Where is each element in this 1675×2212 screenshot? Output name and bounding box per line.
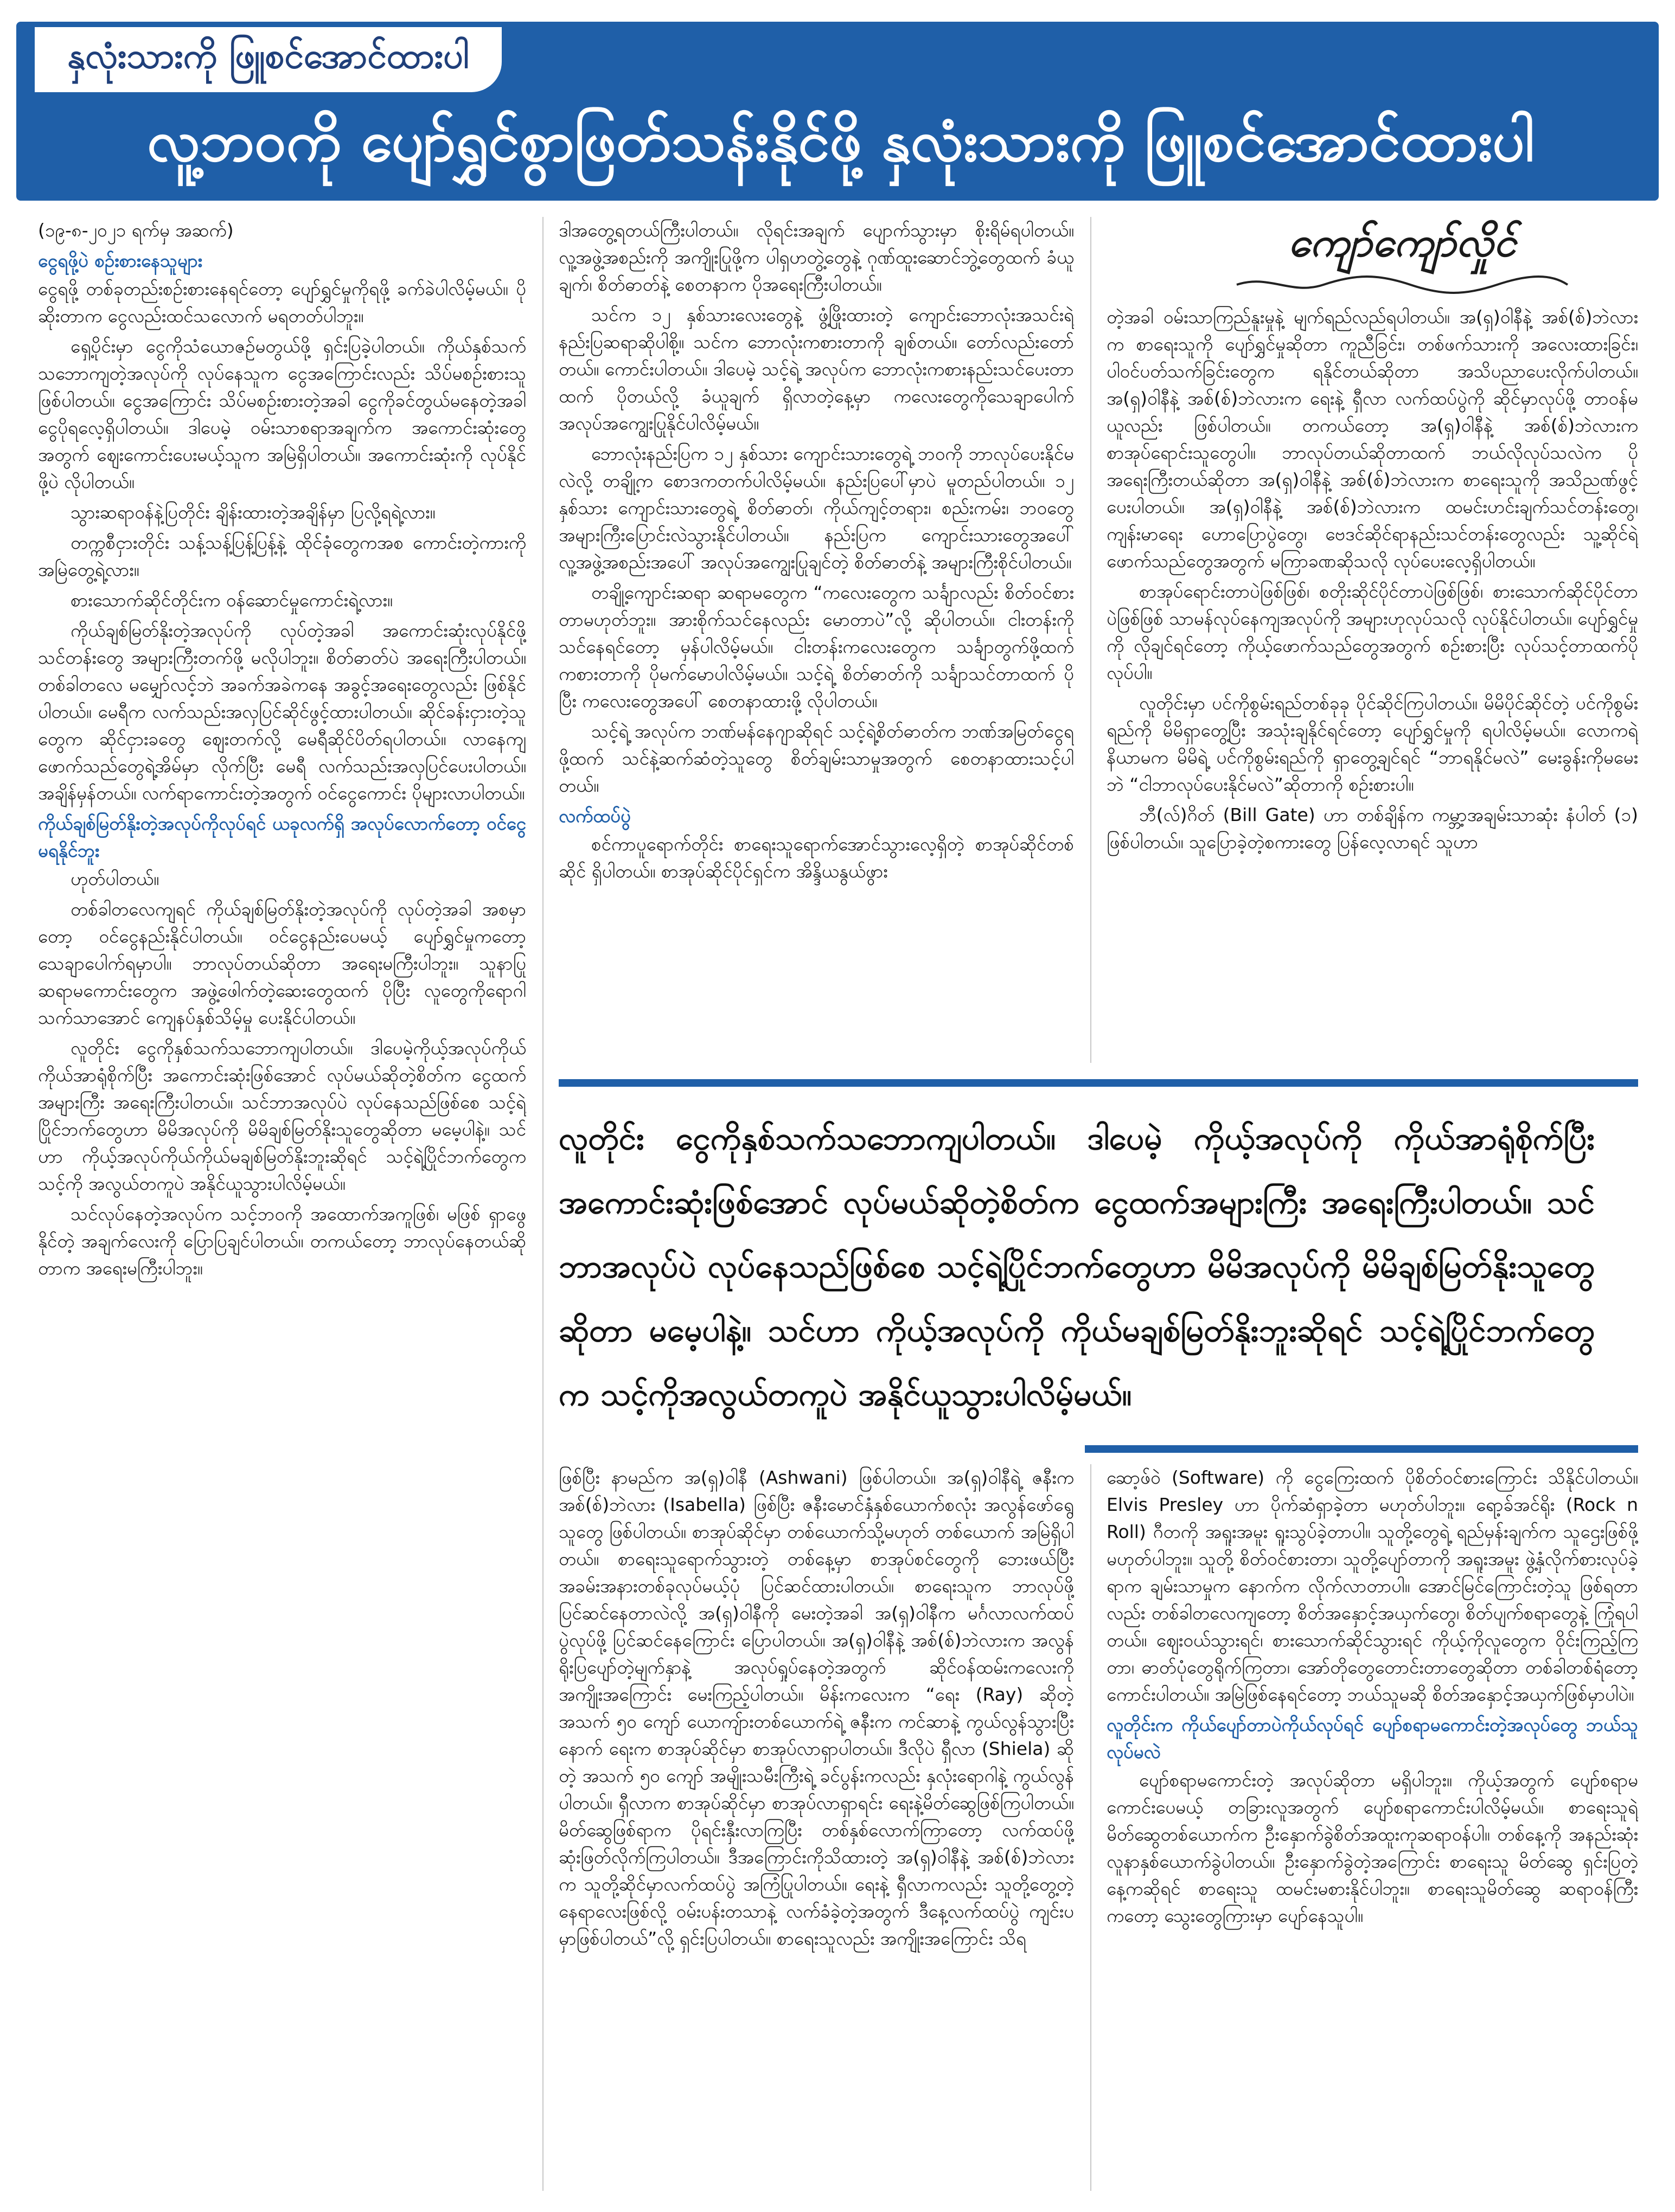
subheading: ကိုယ်ချစ်မြတ်နိုးတဲ့အလုပ်ကိုလုပ်ရင် ယခုလက်ရှိ အလုပ်လောက်တော့ ဝင်ငွေမရနိုင်ဘူး xyxy=(38,813,526,861)
subheading: လက်ထပ်ပွဲ xyxy=(559,805,631,826)
column-divider xyxy=(1090,217,1091,1063)
column-divider xyxy=(542,217,544,2191)
paragraph: ဖြစ်ပြီး နာမည်က အ(ရှ)ဝါနီ (Ashwani) ဖြစ်ပါတယ်။ အ(ရှ)ဝါနီရဲ့ ဇနီးက အစ်(စ်)ဘဲလား (Isabella) ဖြစ်ပြီး ဇနီးမောင်နှံနှစ်ယောက်စလုံး အလွန်ဖော်ရွေသူတွေ ဖြစ်ပါတယ်။ စာအုပ်ဆိုင်မှာ တစ်ယောက်သို့မဟုတ် တစ်ယောက် အမြဲရှိပါတယ်။ စာရေးသူရောက်သွားတဲ့ တစ်နေ့မှာ စာအုပ်စင်တွေကို ဘေးဖယ်ပြီး အခမ်းအနားတစ်ခုလုပ်မယ့်ပုံ ပြင်ဆင်ထားပါတယ်။ စာရေးသူက ဘာလုပ်ဖို့ ပြင်ဆင်နေတာလဲလို့ အ(ရှ)ဝါနီကို မေးတဲ့အခါ အ(ရှ)ဝါနီက မင်္ဂလာလက်ထပ်ပွဲလုပ်ဖို့ ပြင်ဆင်နေကြောင်း ပြောပါတယ်။ အ(ရှ)ဝါနီနဲ့ အစ်(စ်)ဘဲလားက အလွန်ရိုးပြပျော်တဲ့မျက်နှာနဲ့ အလုပ်ရှုပ်နေတဲ့အတွက် ဆိုင်ဝန်ထမ်းကလေးကို အကျိုးအကြောင်း မေးကြည့်ပါတယ်။ မိန်းကလေးက “ရေး (Ray) ဆိုတဲ့ အသက် ၅၀ ကျော် ယောကျ်ားတစ်ယောက်ရဲ့ ဇနီးက ကင်ဆာနဲ့ ကွယ်လွန်သွားပြီးနောက် ရေးက စာအုပ်ဆိုင်မှာ စာအုပ်လာရှာပါတယ်။ ဒီလိုပဲ ရှီလာ (Shiela) ဆိုတဲ့ အသက် ၅၀ ကျော် အမျိုးသမီးကြီးရဲ့ ခင်ပွန်းကလည်း နှလုံးရောဂါနဲ့ ကွယ်လွန်ပါတယ်။ ရှီလာက စာအုပ်ဆိုင်မှာ စာအုပ်လာရှာရင်း ရေးနဲ့မိတ်ဆွေဖြစ်ကြပါတယ်။ မိတ်ဆွေဖြစ်ရာက ပိုရင်းနှီးလာကြပြီး တစ်နှစ်လောက်ကြာတော့ လက်ထပ်ဖို့ ဆုံးဖြတ်လိုက်ကြပါတယ်။ ဒီအကြောင်းကိုသိထားတဲ့ အ(ရှ)ဝါနီနဲ့ အစ်(စ်)ဘဲလားက သူတို့ဆိုင်မှာလက်ထပ်ပွဲ အကြံပြုပါတယ်။ ရေးနဲ့ ရှီလာကလည်း သူတို့တွေ့တဲ့နေရာလေးဖြစ်လို့ ဝမ်းပန်းတသာနဲ့ လက်ခံခဲ့တဲ့အတွက် ဒီနေ့လက်ထပ်ပွဲ ကျင်းပမှာဖြစ်ပါတယ်”လို့ ရှင်းပြပါတယ်။ စာရေးသူလည်း အကျိုးအကြောင်း သိရ xyxy=(559,1467,1074,1949)
paragraph: တဲ့အခါ ဝမ်းသာကြည်နူးမှုနဲ့ မျက်ရည်လည်ရပါတယ်။ အ(ရှ)ဝါနီနဲ့ အစ်(စ်)ဘဲလားက စာရေးသူကို ပျော်ရွှင်မှုဆိုတာ ကူညီခြင်း၊ တစ်ဖက်သားကို အလေးထားခြင်း၊ ပါဝင်ပတ်သက်ခြင်းတွေက ရနိုင်တယ်ဆိုတာ အသိပညာပေးလိုက်ပါတယ်။ အ(ရှ)ဝါနီနဲ့ အစ်(စ်)ဘဲလားက ရေးနဲ့ ရှီလာ လက်ထပ်ပွဲကို ဆိုင်မှာလုပ်ဖို့ တာဝန်မယူလည်း ဖြစ်ပါတယ်။ တကယ်တော့ အ(ရှ)ဝါနီနဲ့ အစ်(စ်)ဘဲလားက စာအုပ်ရောင်းသူတွေပါ။ ဘာလုပ်တယ်ဆိုတာထက် ဘယ်လိုလုပ်သလဲက ပိုအရေးကြီးတယ်ဆိုတာ အ(ရှ)ဝါနီနဲ့ အစ်(စ်)ဘဲလားက စာရေးသူကို အသိညဏ်ဖွင့်ပေးပါတယ်။ အ(ရှ)ဝါနီနဲ့ အစ်(စ်)ဘဲလားက ထမင်းဟင်းချက်သင်တန်းတွေ၊ ကျန်းမာရေး ဟောပြောပွဲတွေ၊ ဗေဒင်ဆိုင်ရာနည်းသင်တန်းတွေလည်း သူ့ဆိုင်ရဲ့ ဖောက်သည်တွေအတွက် မကြာခဏဆိုသလို လုပ်ပေးလေ့ရှိပါတယ်။ xyxy=(1107,306,1638,572)
paragraph: တချို့ကျောင်းဆရာ ဆရာမတွေက “ကလေးတွေက သင်္ချာလည်း စိတ်ဝင်စားတာမဟုတ်ဘူး။ အားစိုက်သင်နေလည်း မောတာပဲ”လို့ ဆိုပါတယ်။ ငါးတန်းကို သင်နေရင်တော့ မှန်ပါလိမ့်မယ်။ ငါးတန်းကလေးတွေက သင်္ချာတွက်ဖို့ထက် ကစားတာကို ပိုမက်မောပါလိမ့်မယ်။ သင့်ရဲ့ စိတ်ဓာတ်ကို သင်္ချာသင်တာထက် ပိုပြီး ကလေးတွေအပေါ် စေတနာထားဖို့ လိုပါတယ်။ xyxy=(559,582,1074,711)
paragraph: ငွေရဖို့ တစ်ခုတည်းစဉ်းစားနေရင်တော့ ပျော်ရွှင်မှုကိုရဖို့ ခက်ခဲပါလိမ့်မယ်။ ပိုဆိုးတာက ငွေလည်းထင်သလောက် မရတတ်ပါဘူး။ xyxy=(38,278,526,326)
column-2-top xyxy=(559,217,1074,1063)
paragraph: ရှေ့ပိုင်းမှာ ငွေကိုသံယောဇဉ်မတွယ်ဖို့ ရှင်းပြခဲ့ပါတယ်။ ကိုယ်နှစ်သက်သဘောကျတဲ့အလုပ်ကို လုပ်နေသူက ငွေအကြောင်းလည်း သိပ်မစဉ်းစားသူ ဖြစ်ပါတယ်။ ငွေအကြောင်း သိပ်မစဉ်းစားတဲ့အခါ ငွေကိုခင်တွယ်မနေတဲ့အခါ ငွေပိုရလေ့ရှိပါတယ်။ ဒါပေမဲ့ ဝမ်းသာစရာအချက်က အကောင်းဆုံးတွေအတွက် ဈေးကောင်းပေးမယ့်သူက အမြဲရှိပါတယ်။ အကောင်းဆုံးကို လုပ်နိုင်ဖို့ပဲ လိုပါတယ်။ xyxy=(38,336,526,492)
pullquote-rule-top xyxy=(559,1079,1638,1087)
paragraph: လူတိုင်း ငွေကိုနှစ်သက်သဘောကျပါတယ်။ ဒါပေမဲ့ကိုယ့်အလုပ်ကိုယ်ကိုယ်အာရုံစိုက်ပြီး အကောင်းဆုံးဖြစ်အောင် လုပ်မယ်ဆိုတဲ့စိတ်က ငွေထက်အများကြီး အရေးကြီးပါတယ်။ သင်ဘာအလုပ်ပဲ လုပ်နေသည်ဖြစ်စေ သင့်ရဲ့ပြိုင်ဘက်တွေဟာ မိမိအလုပ်ကို မိမိချစ်မြတ်နိုးသူတွေဆိုတာ မမေ့ပါနဲ့။ သင်ဟာ ကိုယ့်အလုပ်ကိုယ်ကိုယ်မချစ်မြတ်နိုးဘူးဆိုရင် သင့်ရဲ့ပြိုင်ဘက်တွေက သင့်ကို အလွယ်တကူပဲ အနိုင်ယူသွားပါလိမ့်မယ်။ xyxy=(38,1037,526,1194)
article-headline: လူ့ဘဝကို ပျော်ရွှင်စွာဖြတ်သန်းနိုင်ဖို့ နှလုံးသားကို ဖြူစင်အောင်ထားပါ xyxy=(147,108,1535,174)
author-swash-ornament xyxy=(1226,274,1578,296)
paragraph: ဆော့ဖ်ဝဲ (Software) ကို ငွေကြေးထက် ပိုစိတ်ဝင်စားကြောင်း သိနိုင်ပါတယ်။ Elvis Presley ဟာ ပိုက်ဆံရှာခဲ့တာ မဟုတ်ပါဘူး။ ရော့ခ်အင်ရိုး (Rock n Roll) ဂီတကို အရူးအမူး ရူးသွပ်ခဲ့တာပါ။ သူတို့တွေရဲ့ ရည်မှန်းချက်က သူဌေးဖြစ်ဖို့ မဟုတ်ပါဘူး။ သူတို့ စိတ်ဝင်စားတာ၊ သူတို့ပျော်တာကို အရူးအမူး ဖွဲ့နှံလိုက်စားလုပ်ခဲ့ရာက ချမ်းသာမှုက နောက်က လိုက်လာတာပါ။ အောင်မြင်ကြောင်းတဲ့သူ ဖြစ်ရတာလည်း တစ်ခါတလေကျတော့ စိတ်အနှောင့်အယှက်တွေ၊ စိတ်ပျက်စရာတွေနဲ့ ကြုံရပါတယ်။ ဈေးဝယ်သွားရင်၊ စားသောက်ဆိုင်သွားရင် ကိုယ့်ကိုလူတွေက ဝိုင်းကြည့်ကြတာ၊ ဓာတ်ပုံတွေရိုက်ကြတာ၊ အော်တိုတွေတောင်းတာတွေဆိုတာ တစ်ခါတစ်ရံတော့ ကောင်းပါတယ်။ အမြဲဖြစ်နေရင်တော့ ဘယ်သူမဆို စိတ်အနှောင့်အယှက်ဖြစ်မှာပါပဲ။ xyxy=(1107,1467,1638,1705)
paragraph: သွားဆရာဝန်နဲ့ပြတိုင်း ချိန်းထားတဲ့အချိန်မှာ ပြလို့ရရဲ့လား။ xyxy=(71,502,436,523)
continued-date: (၁၉-၈-၂၀၂၁ ရက်မှ အဆက်) xyxy=(38,220,234,241)
pullquote-rule-bottom xyxy=(1085,1445,1638,1453)
subheading: ငွေရဖို့ပဲ စဉ်းစားနေသူများ xyxy=(38,250,203,271)
section-label: နှလုံးသားကို ဖြူစင်အောင်ထားပါ xyxy=(33,27,504,94)
paragraph: သင်လုပ်နေတဲ့အလုပ်က သင့်ဘဝကို အထောက်အကူဖြစ်၊ မဖြစ် ရှာဖွေနိုင်တဲ့ အချက်လေးကို ပြောပြချင်ပါတယ်။ တကယ်တော့ ဘာလုပ်နေတယ်ဆိုတာက အရေးမကြီးပါဘူး။ xyxy=(38,1203,526,1279)
paragraph: လူတိုင်းမှာ ပင်ကိုစွမ်းရည်တစ်ခုခု ပိုင်ဆိုင်ကြပါတယ်။ မိမိပိုင်ဆိုင်တဲ့ ပင်ကိုစွမ်းရည်ကို မိမိရှာတွေ့ပြီး အသုံးချနိုင်ရင်တော့ ပျော်ရွှင်မှုကို ရပါလိမ့်မယ်။ လောကရဲ့ နိယာမက မိမိရဲ့ ပင်ကိုစွမ်းရည်ကို ရှာတွေ့ချင်ရင် “ဘာရနိုင်မလဲ” မေးခွန်းကိုမမေးဘဲ “ငါဘာလုပ်ပေးနိုင်မလဲ”ဆိုတာကို စဉ်းစားပါ။ xyxy=(1107,693,1638,795)
column-2-bottom xyxy=(559,1464,1074,2191)
paragraph: တစ်ခါတလေကျရင် ကိုယ်ချစ်မြတ်နိုးတဲ့အလုပ်ကို လုပ်တဲ့အခါ အစမှာတော့ ဝင်ငွေနည်းနိုင်ပါတယ်။ ဝင်ငွေနည်းပေမယ့် ပျော်ရွှင်မှုကတော့ သေချာပေါက်ရမှာပါ။ ဘာလုပ်တယ်ဆိုတာ အရေးမကြီးပါဘူး။ သူနာပြုဆရာမကောင်းတွေက အဖွဲ့ဖေါက်တဲ့ဆေးတွေထက် ပိုပြီး လူတွေကိုရောဂါသက်သာအောင် ကျေနပ်နှစ်သိမ့်မှု ပေးနိုင်ပါတယ်။ xyxy=(38,899,526,1028)
paragraph: သင်က ၁၂ နှစ်သားလေးတွေနဲ့ ဖွံ့ဖြိုးထားတဲ့ ကျောင်းဘောလုံးအသင်းရဲ့ နည်းပြဆရာဆိုပါစို့။ သင်က ဘောလုံးကစားတာကို ချစ်တယ်။ တော်လည်းတော်တယ်။ ကောင်းပါတယ်။ ဒါပေမဲ့ သင့်ရဲ့ အလုပ်က ဘောလုံးကစားနည်းသင်ပေးတာထက် ပိုတယ်လို့ ခံယူချက် ရှိလာတဲ့နေ့မှာ ကလေးတွေကိုသေချာပေါက် အလုပ်အကျွေးပြုနိုင်ပါလိမ့်မယ်။ xyxy=(559,304,1074,434)
column-1 xyxy=(38,217,526,2191)
subheading: လူတိုင်းက ကိုယ်ပျော်တာပဲကိုယ်လုပ်ရင် ပျော်စရာမကောင်းတဲ့အလုပ်တွေ ဘယ်သူလုပ်မလဲ xyxy=(1107,1714,1638,1762)
paragraph: စားသောက်ဆိုင်တိုင်းက ဝန်ဆောင်မှုကောင်းရဲ့လား။ xyxy=(71,589,393,611)
column-3-top xyxy=(1107,304,1638,1063)
paragraph: ဒါအတွေ့ရတယ်ကြီးပါတယ်။ လိုရင်းအချက် ပျောက်သွားမှာ စိုးရိမ်ရပါတယ်။ လူ့အဖွဲ့အစည်းကို အကျိုးပြုဖို့က ပါရှဟတွဲ့တွေနဲ့ ဂုဏ်ထူးဆောင်ဘွဲ့တွေထက် ခံယူချက်၊ စိတ်ဓာတ်နဲ့ စေတနာက ပိုအရေးကြီးပါတယ်။ xyxy=(559,220,1074,295)
author-byline: ကျော်ကျော်လှိုင် xyxy=(1288,219,1516,266)
pullquote: လူတိုင်း ငွေကိုနှစ်သက်သဘောကျပါတယ်။ ဒါပေမဲ့ ကိုယ့်အလုပ်ကို ကိုယ်အာရုံစိုက်ပြီး အကောင်းဆုံးဖြစ်အောင် လုပ်မယ်ဆိုတဲ့စိတ်က ငွေထက်အများကြီး အရေးကြီးပါတယ်။ သင်ဘာအလုပ်ပဲ လုပ်နေသည်ဖြစ်စေ သင့်ရဲ့ပြိုင်ဘက်တွေဟာ မိမိအလုပ်ကို မိမိချစ်မြတ်နိုးသူတွေဆိုတာ မမေ့ပါနဲ့။ သင်ဟာ ကိုယ့်အလုပ်ကို ကိုယ်မချစ်မြတ်နိုးဘူးဆိုရင် သင့်ရဲ့ပြိုင်ဘက်တွေက သင့်ကိုအလွယ်တကူပဲ အနိုင်ယူသွားပါလိမ့်မယ်။ xyxy=(559,1120,1595,1413)
paragraph: ဘီ(လ်)ဂိတ် (Bill Gate) ဟာ တစ်ချိန်က ကမ္ဘာ့အချမ်းသာဆုံး နံပါတ် (၁) ဖြစ်ပါတယ်။ သူပြောခဲ့တဲ့စကားတွေ ပြန်လေ့လာရင် သူဟာ xyxy=(1107,804,1638,852)
column-divider xyxy=(1090,1464,1091,2191)
paragraph: စင်ကာပူရောက်တိုင်း စာရေးသူရောက်အောင်သွားလေ့ရှိတဲ့ စာအုပ်ဆိုင်တစ်ဆိုင် ရှိပါတယ်။ စာအုပ်ဆိုင်ပိုင်ရှင်က အိန္ဒိယနွယ်ဖွား xyxy=(559,833,1074,882)
paragraph: ကိုယ်ချစ်မြတ်နိုးတဲ့အလုပ်ကို လုပ်တဲ့အခါ အကောင်းဆုံးလုပ်နိုင်ဖို့ သင်တန်းတွေ အများကြီးတက်ဖို့ မလိုပါဘူး။ စိတ်ဓာတ်ပဲ အရေးကြီးပါတယ်။ တစ်ခါတလေ မမျှော်လင့်ဘဲ အခက်အခဲကနေ အခွင့်အရေးတွေလည်း ဖြစ်နိုင်ပါတယ်။ မေရီက လက်သည်းအလှပြင်ဆိုင်ဖွင့်ထားပါတယ်။ ဆိုင်ခန်းငှားတဲ့သူတွေက ဆိုင်ငှားခတွေ ဈေးတက်လို့ မေရီဆိုင်ပိတ်ရပါတယ်။ လာနေကျဖောက်သည်တွေရဲ့အိမ်မှာ လိုက်ပြီး မေရီ လက်သည်းအလှပြင်ပေးပါတယ်။ အချိန်မှန်တယ်။ လက်ရာကောင်းတဲ့အတွက် ဝင်ငွေကောင်း ပိုများလာပါတယ်။ xyxy=(38,620,526,804)
column-3-bottom xyxy=(1107,1464,1638,2191)
paragraph: သင့်ရဲ့ အလုပ်က ဘဏ်မန်နေဂျာဆိုရင် သင့်ရဲ့စိတ်ဓာတ်က ဘဏ်အမြတ်ငွေရဖို့ထက် သင်နဲ့ဆက်ဆံတဲ့သူတွေ စိတ်ချမ်းသာမှုအတွက် စေတနာထားသင့်ပါတယ်။ xyxy=(559,721,1074,796)
paragraph: စာအုပ်ရောင်းတာပဲဖြစ်ဖြစ်၊ စတိုးဆိုင်ပိုင်တာပဲဖြစ်ဖြစ်၊ စားသောက်ဆိုင်ပိုင်တာပဲဖြစ်ဖြစ် သာမန်လုပ်နေကျအလုပ်ကို အများဟုလုပ်သလို လုပ်နိုင်ပါတယ်။ ပျော်ရွှင်မှုကို လိုချင်ရင်တော့ ကိုယ့်ဖောက်သည်တွေအတွက် စဉ်းစားပြီး လုပ်သင့်တာထက်ပိုလုပ်ပါ။ xyxy=(1107,581,1638,683)
paragraph: ဟုတ်ပါတယ်။ xyxy=(71,868,159,889)
paragraph: ပျော်စရာမကောင်းတဲ့ အလုပ်ဆိုတာ မရှိပါဘူး။ ကိုယ့်အတွက် ပျော်စရာမကောင်းပေမယ့် တခြားလူအတွက် ပျော်စရာကောင်းပါလိမ့်မယ်။ စာရေးသူရဲ့ မိတ်ဆွေတစ်ယောက်က ဦးနှောက်ခွဲစိတ်အထူးကုဆရာဝန်ပါ။ တစ်နေ့ကို အနည်းဆုံး လူနာနှစ်ယောက်ခွဲပါတယ်။ ဦးနှောက်ခွဲတဲ့အကြောင်း စာရေးသူ မိတ်ဆွေ ရှင်းပြတဲ့နေ့ကဆိုရင် စာရေးသူ ထမင်းမစားနိုင်ပါဘူး။ စာရေးသူမိတ်ဆွေ ဆရာဝန်ကြီးကတော့ သွေးတွေကြားမှာ ပျော်နေသူပါ။ xyxy=(1107,1769,1638,1926)
paragraph: တက္ကစီငှားတိုင်း သန့်သန့်ပြန့်ပြန့်နဲ့ ထိုင်ခုံတွေကအစ ကောင်းတဲ့ကားကို အမြဲတွေ့ရဲ့လား။ xyxy=(38,532,526,580)
paragraph: ဘောလုံးနည်းပြက ၁၂ နှစ်သား ကျောင်းသားတွေရဲ့ ဘဝကို ဘာလုပ်ပေးနိုင်မလဲလို့ တချို့က စောဒကတက်ပါလိမ့်မယ်။ နည်းပြပေါ်မှာပဲ မူတည်ပါတယ်။ ၁၂ နှစ်သား ကျောင်းသားတွေရဲ့ စိတ်ဓာတ်၊ ကိုယ်ကျင့်တရား၊ စည်းကမ်း၊ ဘဝတွေ အများကြီးပြောင်းလဲသွားနိုင်ပါတယ်။ နည်းပြက ကျောင်းသားတွေအပေါ် လူ့အဖွဲ့အစည်းအပေါ် အလုပ်အကျွေးပြုချင်တဲ့ စိတ်ဓာတ်နဲ့ အများကြီးစိုင်ပါတယ်။ xyxy=(559,443,1074,573)
